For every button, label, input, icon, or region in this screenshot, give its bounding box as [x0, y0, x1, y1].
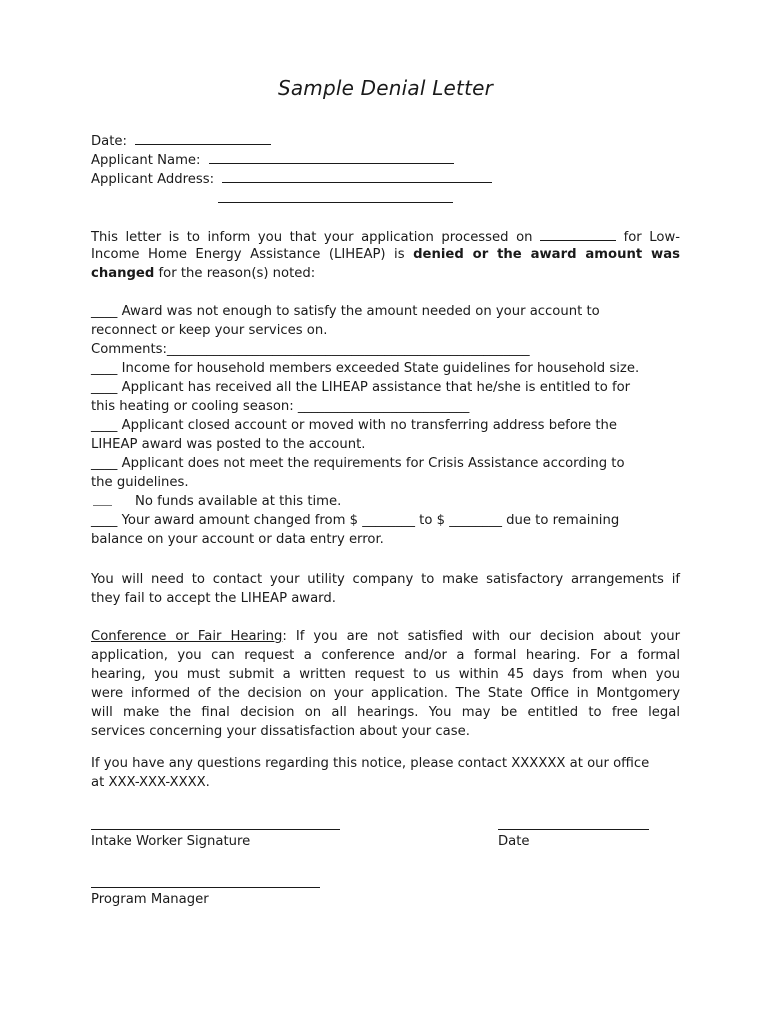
reason-7-cont: balance on your account or data entry error.	[91, 532, 384, 547]
questions-line-1: If you have any questions regarding this notice, please contact XXXXXX at our office	[91, 756, 650, 771]
reason-5-cont: the guidelines.	[91, 475, 189, 490]
intro-text: for Low-	[623, 230, 680, 245]
intro-line-1	[91, 226, 680, 247]
reason-5: ____ Applicant does not meet the requirements for Crisis Assistance according to	[91, 456, 625, 471]
reason-7: ____ Your award amount changed from $ ________ to $ ________ due to remaining	[91, 513, 620, 528]
reason-6-blank[interactable]	[93, 505, 112, 506]
conference-line-2: application, you can request a conference and/or a formal hearing. For a formal	[91, 648, 680, 663]
intro-bold-text: changed	[91, 266, 155, 281]
reason-4-cont: LIHEAP award was posted to the account.	[91, 437, 366, 452]
utility-line-2: they fail to accept the LIHEAP award.	[91, 591, 336, 606]
reason-1-cont: reconnect or keep your services on.	[91, 323, 328, 338]
page-title: Sample Denial Letter	[277, 76, 494, 100]
applicant-name-label: Applicant Name:	[91, 153, 201, 168]
program-manager-signature-line[interactable]	[91, 887, 320, 888]
applicant-address-label: Applicant Address:	[91, 172, 215, 187]
intro-line-3	[91, 264, 315, 283]
applicant-name-blank[interactable]	[209, 149, 454, 164]
conference-line-5: will make the final decision on all hearings. You may be entitled to free legal	[91, 705, 680, 720]
program-manager-label: Program Manager	[91, 892, 209, 907]
reason-3-cont: this heating or cooling season: __________________________	[91, 399, 470, 414]
processed-date-blank[interactable]	[540, 226, 616, 241]
intro-bold-text: denied or the award amount was	[413, 247, 680, 262]
reason-6: No funds available at this time.	[135, 494, 342, 509]
applicant-address-field	[91, 168, 492, 189]
applicant-address-blank[interactable]	[222, 168, 492, 183]
date-field	[91, 130, 271, 151]
comments-line: Comments:_______________________________________________________	[91, 342, 530, 357]
intro-text: Income Home Energy Assistance (LIHEAP) is	[91, 247, 405, 262]
utility-line-1: You will need to contact your utility company to make satisfactory arrangements if	[91, 572, 680, 587]
reason-3: ____ Applicant has received all the LIHEAP assistance that he/she is entitled to for	[91, 380, 631, 395]
conference-heading: Conference or Fair Hearing	[91, 629, 283, 644]
intro-text: This letter is to inform you that your application processed on	[91, 230, 533, 245]
intake-signature-line[interactable]	[91, 829, 340, 830]
applicant-address-blank-2[interactable]	[218, 202, 453, 203]
intro-text: for the reason(s) noted:	[158, 266, 316, 281]
date-blank[interactable]	[135, 130, 271, 145]
conference-line-6: services concerning your dissatisfaction about your case.	[91, 724, 470, 739]
applicant-name-field	[91, 149, 454, 170]
intro-line-2	[91, 245, 680, 264]
intake-signature-label: Intake Worker Signature	[91, 834, 251, 849]
date-label: Date:	[91, 134, 127, 149]
reason-1: ____ Award was not enough to satisfy the amount needed on your account to	[91, 304, 600, 319]
reason-2: ____ Income for household members exceeded State guidelines for household size.	[91, 361, 640, 376]
conference-line-1	[91, 627, 680, 646]
conference-line-4: were informed of the decision on your application. The State Office in Montgomery	[91, 686, 680, 701]
conference-line-3: hearing, you must submit a written request to us within 45 days from when you	[91, 667, 680, 682]
date-signature-line[interactable]	[498, 829, 649, 830]
questions-line-2: at XXX-XXX-XXXX.	[91, 775, 210, 790]
reason-4: ____ Applicant closed account or moved with no transferring address before the	[91, 418, 617, 433]
conference-text: : If you are not satisfied with our decision about your	[282, 629, 681, 644]
date-signature-label: Date	[498, 834, 530, 849]
